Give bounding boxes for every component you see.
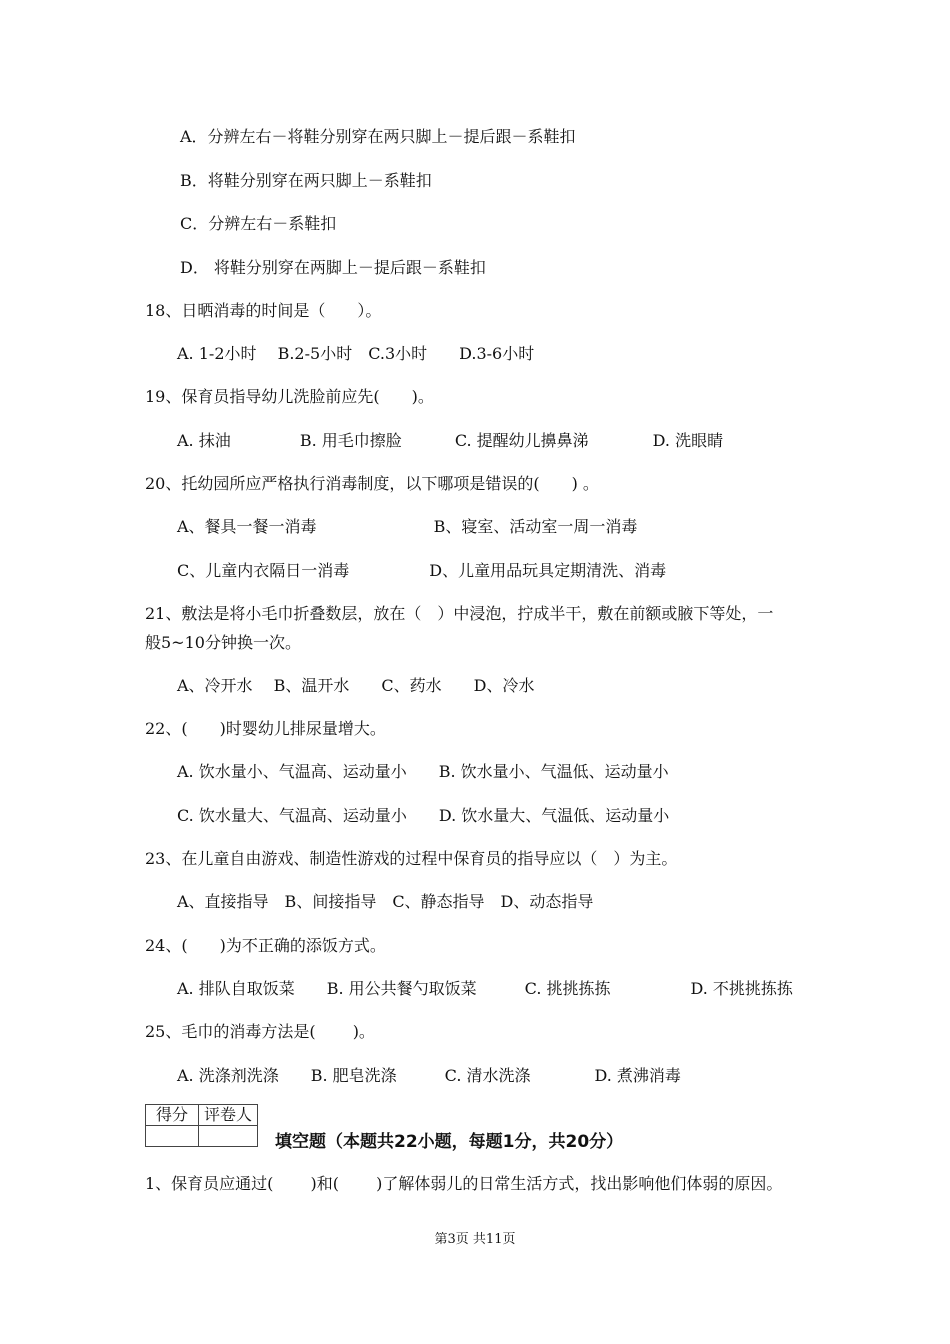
question-24: 24、( )为不正确的添饭方式。 [145,936,386,955]
fill-question-1: 1、保育员应通过( )和( )了解体弱儿的日常生活方式，找出影响他们体弱的原因。 [145,1174,783,1193]
question-17-option-c: C．分辨左右－系鞋扣 [180,214,337,233]
question-20-options-cd: C、儿童内衣隔日一消毒 D、儿童用品玩具定期清洗、消毒 [177,561,667,580]
section-title: 填空题（本题共22小题，每题1分，共20分） [275,1132,624,1152]
question-21-continued: 般5~10分钟换一次。 [145,633,301,652]
question-17-option-a: A．分辨左右－将鞋分别穿在两只脚上－提后跟－系鞋扣 [180,127,576,146]
question-20: 20、托幼园所应严格执行消毒制度，以下哪项是错误的( ) 。 [145,474,599,493]
question-19-options: A. 抹油 B. 用毛巾擦脸 C. 提醒幼儿擤鼻涕 D. 洗眼睛 [177,431,724,450]
score-cell [146,1126,199,1147]
question-18-options: A. 1-2小时 B.2-5小时 C.3小时 D.3-6小时 [177,344,535,363]
score-label: 得分 [146,1105,199,1126]
question-17-option-b: B．将鞋分别穿在两只脚上－系鞋扣 [180,171,432,190]
question-18: 18、日晒消毒的时间是（ ）。 [145,301,382,320]
grader-cell [199,1126,258,1147]
question-17-option-d: D． 将鞋分别穿在两脚上－提后跟－系鞋扣 [180,258,486,277]
question-19: 19、保育员指导幼儿洗脸前应先( )。 [145,387,434,406]
question-21-options: A、冷开水 B、温开水 C、药水 D、冷水 [177,676,535,695]
question-22: 22、( )时婴幼儿排尿量增大。 [145,719,386,738]
question-22-options-ab: A. 饮水量小、气温高、运动量小 B. 饮水量小、气温低、运动量小 [177,762,669,781]
grader-label: 评卷人 [199,1105,258,1126]
question-23: 23、在儿童自由游戏、制造性游戏的过程中保育员的指导应以（ ）为主。 [145,849,678,868]
question-22-options-cd: C. 饮水量大、气温高、运动量小 D. 饮水量大、气温低、运动量小 [177,806,670,825]
question-25: 25、毛巾的消毒方法是( )。 [145,1022,375,1041]
question-23-options: A、直接指导 B、间接指导 C、静态指导 D、动态指导 [177,892,594,911]
question-20-options-ab: A、餐具一餐一消毒 B、寝室、活动室一周一消毒 [177,517,638,536]
score-table [145,1104,258,1147]
question-24-options: A. 排队自取饭菜 B. 用公共餐勺取饭菜 C. 挑挑拣拣 D. 不挑挑拣拣 [177,979,793,998]
question-21: 21、敷法是将小毛巾折叠数层，放在（ ）中浸泡，拧成半干，敷在前额或腋下等处，一 [145,604,774,623]
page-footer: 第3页 共11页 [434,1232,516,1247]
question-25-options: A. 洗涤剂洗涤 B. 肥皂洗涤 C. 清水洗涤 D. 煮沸消毒 [177,1066,681,1085]
